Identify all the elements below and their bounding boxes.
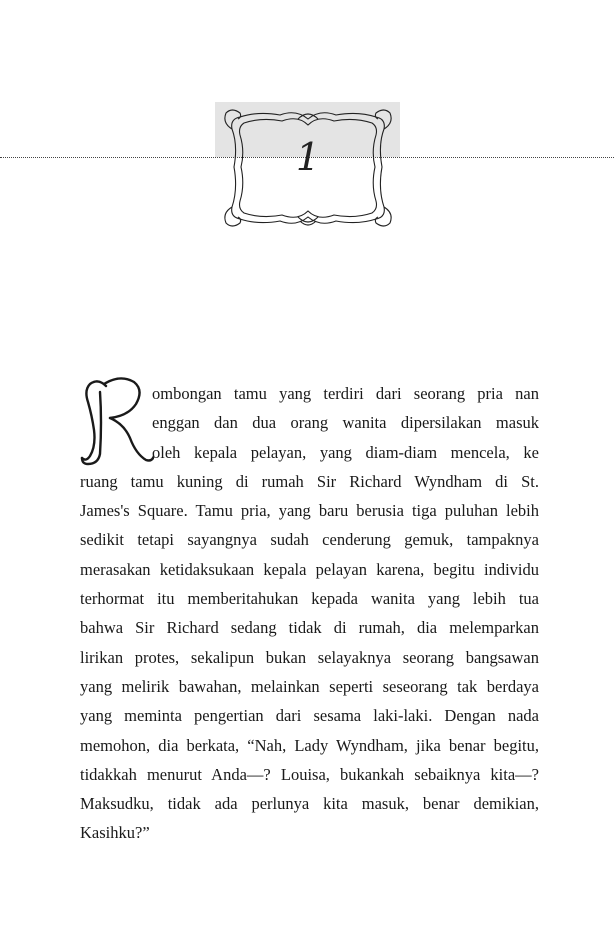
text-line: memohon, dia berkata, “Nah, Lady Wyndham, jika benar begitu,: [80, 735, 539, 755]
chapter-number: 1: [295, 135, 321, 179]
text-line: yang meminta pengertian dari sesama laki-laki. Dengan nada: [80, 706, 539, 726]
text-line: bahwa Sir Richard sedang tidak di rumah, dia melemparkan: [80, 618, 539, 638]
text-line: Kasihku?”: [80, 823, 150, 843]
text-line: enggan dan dua orang wanita dipersilakan masuk: [152, 413, 539, 433]
text-line: ombongan tamu yang terdiri dari seorang pria nan: [152, 384, 539, 403]
text-line: James's Square. Tamu pria, yang baru berusia tiga puluhan lebih: [80, 501, 539, 521]
text-line: Maksudku, tidak ada perlunya kita masuk, benar demikian,: [80, 794, 539, 814]
text-line: sedikit tetapi sayangnya sudah cenderung gemuk, tampaknya: [80, 530, 539, 550]
text-line: terhormat itu memberitahukan kepada wanita yang lebih tua: [80, 589, 539, 609]
text-line: tidakkah menurut Anda—? Louisa, bukankah sebaiknya kita—?: [80, 764, 539, 784]
text-line: lirikan protes, sekalipun bukan selayaknya seorang bangsawan: [80, 647, 539, 667]
text-line: oleh kepala pelayan, yang diam-diam mencela, ke: [152, 442, 539, 462]
text-line: yang melirik bawahan, melainkan seperti seseorang tak berdaya: [80, 676, 539, 696]
text-line: ruang tamu kuning di rumah Sir Richard Wyndham di St.: [80, 471, 539, 491]
text-line: merasakan ketidaksukaan kepala pelayan karena, begitu individu: [80, 559, 539, 579]
chapter-body: [80, 379, 539, 848]
